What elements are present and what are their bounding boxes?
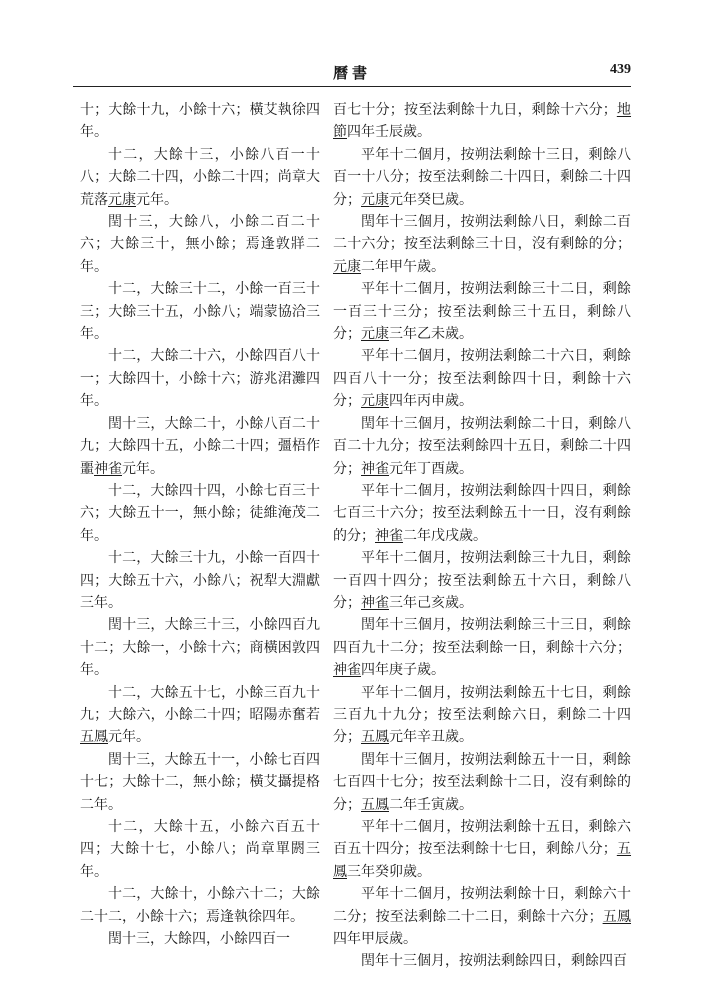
- text-segment: 二年戊戌歲。: [403, 527, 487, 544]
- era-name-underlined: 元康: [361, 191, 389, 208]
- text-segment: 平年十二個月，按朔法剩餘十五日，剩餘六百五十四分；按至法剩餘十七日，剩餘八分；: [333, 819, 631, 858]
- paragraph: [80, 345, 320, 412]
- text-segment: 十二，大餘三十二，小餘一百三十三；大餘三十五，小餘八；端蒙協洽三年。: [80, 281, 320, 343]
- era-name-underlined: 神雀: [333, 662, 361, 679]
- text-segment: 十二，大餘四十四，小餘七百三十六；大餘五十一，無小餘；徒維淹茂二年。: [80, 482, 320, 544]
- era-name-underlined: 五鳳: [602, 908, 632, 925]
- text-segment: 平年十二個月，按朔法剩餘五十七日，剩餘三百九十九分；按至法剩餘六日，剩餘二十四分；: [333, 684, 631, 746]
- text-segment: 閏年十三個月，按朔法剩餘八日，剩餘二百二十六分；按至法剩餘三十日，沒有剩餘的分；: [333, 214, 631, 253]
- paragraph: [333, 950, 631, 972]
- text-segment: 十二，大餘十三，小餘八百一十八；大餘二十四，小餘二十四；尚章大荒落: [80, 146, 320, 208]
- paragraph: [80, 749, 320, 816]
- paragraph: [80, 413, 320, 480]
- paragraph: [333, 547, 631, 614]
- text-segment: 元年。: [108, 729, 150, 746]
- paragraph: [80, 928, 320, 950]
- paragraph: [80, 480, 320, 547]
- text-segment: 四年甲辰歲。: [333, 931, 417, 948]
- era-name-underlined: 神雀: [361, 460, 389, 477]
- text-segment: 平年十二個月，按朔法剩餘四十四日，剩餘七百三十六分；按至法剩餘五十一日，沒有剩餘的分；: [333, 482, 631, 544]
- text-segment: 四年庚子歲。: [361, 662, 445, 679]
- text-segment: 閏年十三個月，按朔法剩餘五十一日，剩餘七百四十七分；按至法剩餘十二日，沒有剩餘的分；: [333, 751, 631, 813]
- page-number: 439: [610, 62, 631, 77]
- text-segment: 十二，大餘十五，小餘六百五十四；大餘十七，小餘八；尚章單閼三年。: [80, 819, 320, 880]
- paragraph: [333, 816, 631, 883]
- text-segment: 閏年十三個月，按朔法剩餘三十三日，剩餘四百九十二分；按至法剩餘一日，剩餘十六分；: [333, 617, 631, 656]
- era-name-underlined: 五鳳: [361, 729, 389, 746]
- page-header: [73, 60, 631, 87]
- paragraph: [80, 547, 320, 614]
- paragraph: [80, 144, 320, 211]
- text-segment: 三年己亥歲。: [389, 594, 473, 611]
- text-segment: 十；大餘十九，小餘十六；橫艾執徐四年。: [80, 102, 320, 141]
- paragraph: [333, 480, 631, 547]
- text-segment: 閏十三，大餘三十三，小餘四百九十二；大餘一，小餘十六；商橫困敦四年。: [80, 617, 320, 679]
- text-segment: 閏年十三個月，按朔法剩餘四日，剩餘四百: [361, 953, 627, 970]
- paragraph: [80, 883, 320, 928]
- era-name-underlined: 五鳳: [80, 729, 108, 746]
- paragraph: [80, 682, 320, 749]
- text-segment: 閏十三，大餘五十一，小餘七百四十七；大餘十二，無小餘；橫艾攝提格二年。: [80, 751, 320, 813]
- text-segment: 二年壬寅歲。: [389, 796, 473, 813]
- text-segment: 十二，大餘五十七，小餘三百九十九；大餘六，小餘二十四；昭陽赤奮若: [80, 684, 320, 723]
- text-segment: 十二，大餘二十六，小餘四百八十一；大餘四十，小餘十六；游兆涒灘四年。: [80, 348, 320, 410]
- text-segment: 四年壬辰歲。: [347, 124, 431, 141]
- text-segment: 三年乙未歲。: [389, 326, 473, 343]
- paragraph: [333, 883, 631, 950]
- text-segment: 閏十三，大餘四，小餘四百一: [108, 931, 290, 948]
- paragraph: [333, 211, 631, 278]
- paragraph: [80, 614, 320, 681]
- paragraph: [333, 99, 631, 144]
- era-name-underlined: 神雀: [361, 594, 389, 611]
- text-segment: 三年癸卯歲。: [347, 863, 431, 880]
- text-segment: 閏十三，大餘二十，小餘八百二十九；大餘四十五，小餘二十四；彊梧作噩: [80, 415, 320, 477]
- era-name-underlined: 五鳳: [361, 796, 389, 813]
- era-name-underlined: 五鳳: [333, 841, 632, 880]
- paragraph: [333, 614, 631, 681]
- text-segment: 平年十二個月，按朔法剩餘十日，剩餘六十二分；按至法剩餘二十二日，剩餘十六分；: [333, 886, 631, 925]
- paragraph: [333, 278, 631, 345]
- paragraph: [333, 749, 631, 816]
- text-segment: 閏年十三個月，按朔法剩餘二十日，剩餘八百二十九分；按至法剩餘四十五日，剩餘二十四分；: [333, 415, 631, 477]
- text-segment: 平年十二個月，按朔法剩餘三十九日，剩餘一百四十四分；按至法剩餘五十六日，剩餘八分；: [333, 550, 631, 611]
- era-name-underlined: 神雀: [94, 460, 122, 477]
- paragraph: [80, 99, 320, 144]
- text-segment: 元年。: [122, 460, 164, 477]
- text-segment: 閏十三，大餘八，小餘二百二十六；大餘三十，無小餘；焉逢敦牂二年。: [80, 214, 320, 275]
- left-column-text: [80, 99, 320, 950]
- era-name-underlined: 元康: [108, 191, 136, 208]
- paragraph: [333, 413, 631, 480]
- era-name-underlined: 神雀: [375, 527, 403, 544]
- text-segment: 二年甲午歲。: [361, 258, 445, 275]
- paragraph: [80, 816, 320, 883]
- text-segment: 四年丙申歲。: [389, 393, 473, 410]
- paragraph: [333, 345, 631, 412]
- era-name-underlined: 元康: [361, 393, 389, 410]
- era-name-underlined: 地節: [333, 102, 632, 141]
- text-segment: 元年癸巳歲。: [389, 191, 473, 208]
- right-column-text: [333, 99, 631, 973]
- text-segment: 元年丁酉歲。: [389, 460, 473, 477]
- era-name-underlined: 元康: [361, 326, 389, 343]
- text-segment: 元年辛丑歲。: [389, 729, 473, 746]
- era-name-underlined: 元康: [333, 258, 361, 275]
- text-segment: 十二，大餘三十九，小餘一百四十四；大餘五十六，小餘八；祝犁大淵獻三年。: [80, 550, 320, 611]
- text-segment: 平年十二個月，按朔法剩餘三十二日，剩餘一百三十三分；按至法剩餘三十五日，剩餘八分；: [333, 281, 631, 343]
- paragraph: [80, 211, 320, 278]
- text-segment: 十二，大餘十，小餘六十二；大餘二十二，小餘十六；焉逢執徐四年。: [80, 886, 320, 925]
- paragraph: [80, 278, 320, 345]
- text-segment: 百七十分；按至法剩餘十九日，剩餘十六分；: [333, 102, 617, 118]
- text-segment: 元年。: [136, 191, 178, 208]
- text-segment: 平年十二個月，按朔法剩餘二十六日，剩餘四百八十一分；按至法剩餘四十日，剩餘十六分；: [333, 348, 631, 410]
- paragraph: [333, 682, 631, 749]
- paragraph: [333, 144, 631, 211]
- running-title: 曆書: [332, 64, 371, 82]
- text-segment: 平年十二個月，按朔法剩餘十三日，剩餘八百一十八分；按至法剩餘二十四日，剩餘二十四分；: [333, 146, 631, 208]
